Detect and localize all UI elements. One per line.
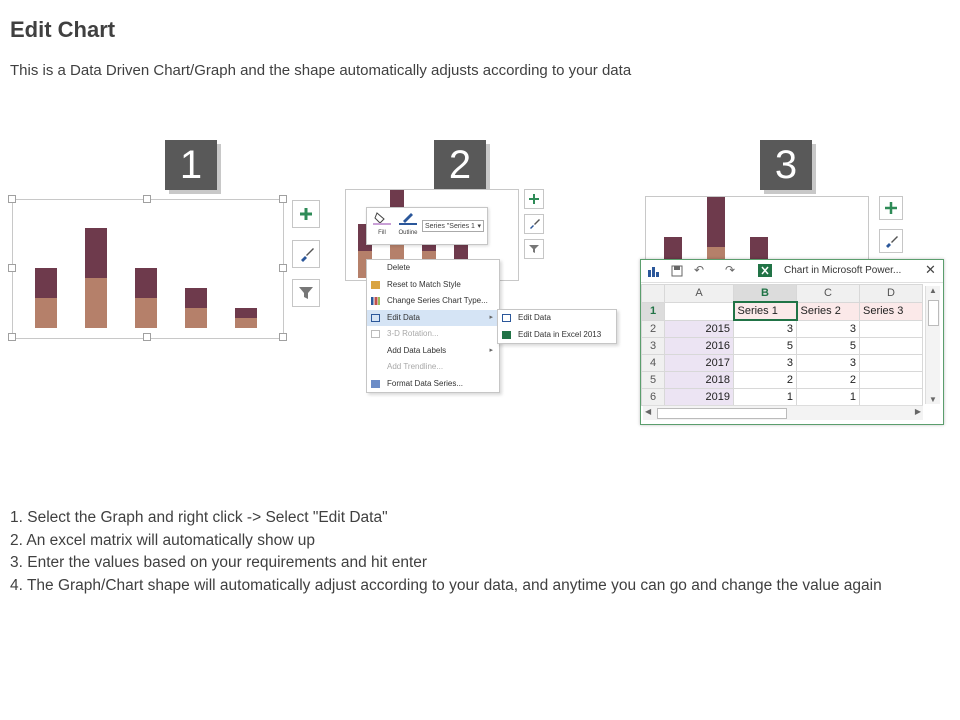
cell[interactable]: 3 <box>734 355 797 372</box>
menu-item-3d-rotation <box>367 326 499 343</box>
menu-item-label: Format Data Series... <box>387 378 464 388</box>
redo-icon[interactable]: ↷ <box>725 263 736 277</box>
cell[interactable]: 1 <box>797 389 860 406</box>
bar-series-1-2017[interactable] <box>135 298 157 328</box>
step-badge-1: 1 <box>165 140 217 190</box>
chart-styles-button[interactable] <box>879 229 903 253</box>
resize-handle[interactable] <box>8 195 16 203</box>
brush-icon <box>293 241 319 267</box>
resize-handle[interactable] <box>279 264 287 272</box>
select-all-corner[interactable] <box>642 285 665 303</box>
menu-item-edit-data[interactable] <box>367 310 499 327</box>
scroll-up-icon[interactable]: ▲ <box>929 286 937 295</box>
chart-panel-1[interactable] <box>12 199 284 339</box>
resize-handle[interactable] <box>279 333 287 341</box>
scroll-left-icon[interactable]: ◀ <box>645 407 652 416</box>
chevron-down-icon: ▾ <box>477 223 481 230</box>
page-subtitle: This is a Data Driven Chart/Graph and the shape automatically adjusts according to your data <box>10 62 632 79</box>
plus-icon <box>880 197 902 219</box>
cell[interactable]: Series 2 <box>797 302 860 320</box>
cell[interactable]: 2 <box>797 372 860 389</box>
brush-icon <box>525 215 543 233</box>
close-icon[interactable]: ✕ <box>925 262 936 277</box>
rotation-icon <box>371 330 380 338</box>
chart-elements-button[interactable] <box>879 196 903 220</box>
instruction-step: 3. Enter the values based on your requirements and hit enter <box>10 554 428 571</box>
window-title: Chart in Microsoft Power... <box>784 265 902 276</box>
instruction-step: 2. An excel matrix will automatically show up <box>10 531 315 549</box>
bar-series-1-2016[interactable] <box>85 278 107 328</box>
cell[interactable]: 1 <box>734 389 797 406</box>
submenu-item-label: Edit Data <box>518 313 551 322</box>
bar-series-2-2016[interactable] <box>85 228 107 278</box>
edit-data-icon <box>502 314 511 322</box>
bar-series-2-2017[interactable] <box>135 268 157 298</box>
scroll-down-icon[interactable]: ▼ <box>929 395 937 404</box>
submenu-item-edit-data[interactable] <box>498 310 616 327</box>
bar-series-1-2018[interactable] <box>185 308 207 328</box>
column-header[interactable]: B <box>734 285 797 303</box>
bar-series-1-2019[interactable] <box>235 318 257 328</box>
menu-item-label: Delete <box>387 263 411 272</box>
fill-label: Fill <box>378 230 386 236</box>
bar-series-2-2019[interactable] <box>235 308 257 318</box>
chart-icon <box>647 265 661 277</box>
bar-series-2-2016[interactable] <box>707 197 725 247</box>
edit-data-submenu <box>497 309 617 344</box>
scroll-right-icon[interactable]: ▶ <box>914 407 921 416</box>
resize-handle[interactable] <box>143 195 151 203</box>
outline-button[interactable] <box>395 211 421 236</box>
menu-item-label: Add Data Labels <box>387 345 447 355</box>
edit-data-icon <box>371 314 380 322</box>
column-header[interactable]: A <box>665 285 734 303</box>
context-menu <box>366 259 500 393</box>
chart-elements-button[interactable] <box>292 200 320 228</box>
chart-filters-button[interactable] <box>524 239 544 259</box>
filter-icon <box>293 280 319 306</box>
excel-grid <box>641 284 923 406</box>
chart-elements-button[interactable] <box>524 189 544 209</box>
menu-item-label: Reset to Match Style <box>387 279 461 289</box>
menu-item-add-data-labels[interactable] <box>367 343 499 360</box>
chart-styles-button[interactable] <box>292 240 320 268</box>
scroll-thumb[interactable] <box>657 408 787 419</box>
cell[interactable] <box>860 320 923 338</box>
cell[interactable]: 2016 <box>665 338 734 355</box>
fill-button[interactable] <box>373 211 391 236</box>
chart-filters-button[interactable] <box>292 279 320 307</box>
horizontal-scrollbar[interactable] <box>643 405 923 420</box>
scroll-thumb[interactable] <box>928 300 939 326</box>
save-icon[interactable] <box>671 265 683 277</box>
row-header[interactable]: 6 <box>642 389 665 406</box>
submenu-item-edit-in-excel[interactable] <box>498 327 616 344</box>
cell[interactable] <box>860 389 923 406</box>
cell[interactable]: 2 <box>734 372 797 389</box>
excel-icon <box>502 331 511 339</box>
row-header[interactable]: 4 <box>642 355 665 372</box>
cell[interactable] <box>860 355 923 372</box>
excel-title-bar <box>641 260 943 283</box>
chart-type-icon <box>371 297 380 305</box>
chart-panel-3[interactable] <box>645 196 869 262</box>
page-title: Edit Chart <box>10 17 116 42</box>
column-header[interactable]: D <box>860 285 923 303</box>
row-header[interactable]: 3 <box>642 338 665 355</box>
outline-label: Outline <box>398 230 418 236</box>
excel-icon[interactable] <box>758 264 772 277</box>
cell-selected[interactable]: Series 1 <box>734 302 797 320</box>
row-header[interactable]: 2 <box>642 320 665 338</box>
bar-series-2-2017[interactable] <box>750 237 768 261</box>
cell[interactable] <box>860 372 923 389</box>
pencil-icon <box>399 211 417 225</box>
brush-icon <box>880 230 902 252</box>
cell[interactable] <box>860 338 923 355</box>
cell[interactable]: 3 <box>734 320 797 338</box>
filter-icon <box>525 240 543 258</box>
column-header[interactable]: C <box>797 285 860 303</box>
vertical-scrollbar[interactable] <box>925 286 940 404</box>
cell[interactable]: 2018 <box>665 372 734 389</box>
menu-item-label: Add Trendline... <box>387 362 444 371</box>
series-dropdown-value: Series "Series 1 <box>425 223 475 230</box>
bar-series-1-2015[interactable] <box>35 298 57 328</box>
instructions <box>10 507 940 597</box>
menu-item-format-data-series[interactable] <box>367 376 499 393</box>
menu-item-change-chart-type[interactable] <box>367 293 499 310</box>
excel-data-window <box>640 259 944 425</box>
resize-handle[interactable] <box>279 195 287 203</box>
cell[interactable]: 5 <box>797 338 860 355</box>
row-header[interactable]: 1 <box>642 302 665 320</box>
instruction-step: 4. The Graph/Chart shape will automatically adjust according to your data, and anytime you can go and change the value again <box>10 576 882 594</box>
undo-icon[interactable]: ↶ <box>694 263 705 277</box>
cell[interactable]: 5 <box>734 338 797 355</box>
bar-series-2-2015[interactable] <box>35 268 57 298</box>
mini-format-toolbar <box>366 207 488 245</box>
delete-icon <box>371 264 380 272</box>
row-header[interactable]: 5 <box>642 372 665 389</box>
cell[interactable]: Series 3 <box>860 302 923 320</box>
bar-series-2-2018[interactable] <box>185 288 207 308</box>
submenu-item-label: Edit Data in Excel 2013 <box>518 329 602 339</box>
resize-handle[interactable] <box>8 333 16 341</box>
step-badge-2: 2 <box>434 140 486 190</box>
plus-icon <box>525 190 543 208</box>
cell[interactable]: 2017 <box>665 355 734 372</box>
series-dropdown[interactable] <box>422 220 484 232</box>
menu-item-reset-style[interactable] <box>367 277 499 294</box>
menu-item-add-trendline <box>367 359 499 376</box>
stacked-bar-chart-partial[interactable] <box>646 197 868 261</box>
menu-item-label: Edit Data <box>387 312 420 322</box>
cell[interactable] <box>665 302 734 320</box>
bar-series-2-2015[interactable] <box>664 237 682 261</box>
reset-icon <box>371 281 380 289</box>
cell[interactable]: 3 <box>797 355 860 372</box>
stacked-bar-chart[interactable] <box>13 200 283 338</box>
step-badge-3: 3 <box>760 140 812 190</box>
chart-styles-button[interactable] <box>524 214 544 234</box>
paint-bucket-icon <box>373 211 391 225</box>
cell[interactable]: 2019 <box>665 389 734 406</box>
instruction-step: 1. Select the Graph and right click -> Select "Edit Data" <box>10 509 388 526</box>
resize-handle[interactable] <box>8 264 16 272</box>
resize-handle[interactable] <box>143 333 151 341</box>
cell[interactable]: 2015 <box>665 320 734 338</box>
format-icon <box>371 380 380 388</box>
menu-item-label: Change Series Chart Type... <box>387 296 488 305</box>
chevron-right-icon: ▸ <box>489 313 493 321</box>
plus-icon <box>293 201 319 227</box>
chevron-right-icon: ▸ <box>489 346 493 354</box>
cell[interactable]: 3 <box>797 320 860 338</box>
menu-item-delete[interactable] <box>367 260 499 277</box>
menu-item-label: 3-D Rotation... <box>387 329 439 338</box>
